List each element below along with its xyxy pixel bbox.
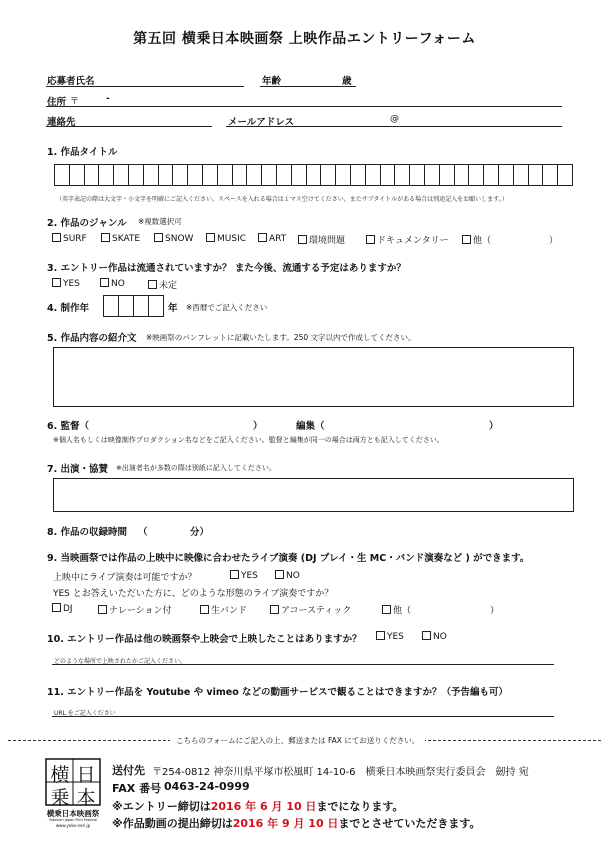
- q11-label: 11. エントリー作品を Youtube や vimeo などの動画サービスで観ることはできますか？（予告編も可）: [47, 687, 509, 698]
- live-type-acoustic[interactable]: アコースティック: [270, 603, 351, 616]
- address-label: 住所: [47, 97, 67, 108]
- logo-sub: Yokonori Japan Film Festival: [48, 818, 98, 822]
- q4-label: 4. 制作年: [47, 303, 90, 314]
- q4-unit: 年: [168, 303, 178, 314]
- q8-open: （: [138, 527, 148, 538]
- logo-url: www.yoko-nori.jp: [55, 823, 91, 828]
- screened-yes[interactable]: YES: [376, 631, 404, 642]
- email-label: メールアドレス: [228, 117, 295, 128]
- checkbox[interactable]: [101, 233, 110, 242]
- q9-sub1: 上映中にライブ演奏は可能ですか？: [53, 573, 197, 583]
- separator-text: こちらのフォームにご記入の上、郵送または FAX にてお送りください。: [170, 735, 425, 746]
- q8-label: 8. 作品の収録時間: [47, 527, 128, 538]
- logo-char-hi: 日: [76, 764, 96, 786]
- age-unit: 歳: [342, 76, 352, 87]
- q5-note: ※映画祭のパンフレットに記載いたします。250 文字以内で作成してください。: [146, 333, 416, 342]
- title-entry-grid[interactable]: [54, 164, 573, 186]
- logo-name: 横乗日本映画祭: [46, 809, 100, 818]
- q10-label: 10. エントリー作品は他の映画祭や上映会で上映したことはありますか？: [47, 634, 362, 645]
- checkbox[interactable]: [376, 631, 385, 640]
- q10-note: どのような場所で上映されたかご記入ください。: [54, 658, 187, 665]
- q1-label: 1. 作品タイトル: [47, 147, 118, 158]
- contact-label: 連絡先: [47, 117, 76, 128]
- q2-note: ※複数選択可: [138, 217, 182, 226]
- checkbox[interactable]: [366, 235, 375, 244]
- genre-snow[interactable]: SNOW: [154, 233, 193, 244]
- checkbox[interactable]: [230, 570, 239, 579]
- logo-char-hon: 本: [76, 787, 96, 809]
- q3-label: 3. エントリー作品は流通されていますか？ また今後、流通する予定はありますか？: [47, 263, 406, 274]
- q7-label: 7. 出演・協賛: [47, 464, 109, 475]
- checkbox[interactable]: [52, 603, 61, 612]
- q7-note: ※出演者名が多数の際は別紙に記入してください。: [116, 464, 276, 472]
- contact-line[interactable]: [46, 126, 212, 127]
- live-no[interactable]: NO: [275, 570, 300, 581]
- checkbox[interactable]: [52, 233, 61, 242]
- q9-label: 9. 当映画祭では作品の上映中に映像に合わせたライブ演奏 (DJ プレイ・生 MC・バンド演奏など ) ができます。: [47, 553, 530, 564]
- live-yes[interactable]: YES: [230, 570, 258, 581]
- live-type-dj[interactable]: DJ: [52, 603, 73, 614]
- checkbox[interactable]: [100, 278, 109, 287]
- q5-label: 5. 作品内容の紹介文: [47, 333, 137, 344]
- genre-other[interactable]: 他（: [462, 233, 491, 246]
- cast-textarea[interactable]: [53, 478, 574, 512]
- email-at: @: [390, 114, 399, 124]
- genre-other-close: ）: [549, 236, 559, 246]
- fax-label: FAX 番号: [112, 782, 162, 795]
- distribution-undecided[interactable]: 未定: [148, 278, 177, 291]
- entry-deadline-date: 2016 年 6 月 10 日: [210, 800, 317, 813]
- video-deadline: ※作品動画の提出締切は2016 年 9 月 10 日までとさせていただきます。: [112, 817, 481, 830]
- send-label: 送付先: [112, 764, 145, 777]
- checkbox[interactable]: [98, 605, 107, 614]
- postal-mark: 〒: [70, 97, 80, 107]
- director-label: 6. 監督（: [47, 421, 90, 432]
- fax-number: 0463-24-0999: [164, 780, 250, 793]
- live-type-other-close: ）: [490, 606, 500, 616]
- checkbox[interactable]: [200, 605, 209, 614]
- q11-note: URL をご記入ください: [54, 710, 116, 717]
- screened-where-line[interactable]: [52, 664, 554, 665]
- q1-note: （英字表記の際は大文字・小文字を明確にご記入ください。スペースを入れる場合は１マス空けてください。またサブタイトルがある場合は別途記入をお願いします。）: [56, 196, 508, 203]
- entry-deadline: ※エントリー締切は2016 年 6 月 10 日までになります。: [112, 800, 404, 813]
- screened-no[interactable]: NO: [422, 631, 447, 642]
- checkbox[interactable]: [148, 280, 157, 289]
- checkbox[interactable]: [270, 605, 279, 614]
- festival-logo: [45, 758, 101, 830]
- editor-close: ）: [489, 421, 499, 432]
- checkbox[interactable]: [382, 605, 391, 614]
- checkbox[interactable]: [422, 631, 431, 640]
- logo-char-nori: 乗: [50, 787, 70, 809]
- page-title: 第五回 横乗日本映画祭 上映作品エントリーフォーム: [133, 31, 476, 47]
- video-deadline-date: 2016 年 9 月 10 日: [232, 817, 339, 830]
- checkbox[interactable]: [52, 278, 61, 287]
- editor-label: 編集（: [296, 421, 325, 432]
- q9-sub2: YES とお答えいただいた方に、どのような形態のライブ演奏ですか？: [53, 589, 334, 599]
- address-line[interactable]: [46, 106, 562, 107]
- send-address: 〒254-0812 神奈川県平塚市松風町 14-10-6 横乗日本映画祭実行委員会 劒持 宛: [152, 767, 529, 778]
- logo-char-yoko: 横: [50, 764, 70, 786]
- checkbox[interactable]: [206, 233, 215, 242]
- genre-environment[interactable]: 環境問題: [298, 233, 345, 246]
- applicant-name-label: 応募者氏名: [47, 76, 95, 87]
- q4-note: ※西暦でご記入ください: [186, 303, 268, 312]
- postal-dash: -: [106, 94, 110, 104]
- checkbox[interactable]: [154, 233, 163, 242]
- live-type-other[interactable]: 他（: [382, 603, 411, 616]
- genre-documentary[interactable]: ドキュメンタリー: [366, 233, 449, 246]
- distribution-no[interactable]: NO: [100, 278, 125, 289]
- q8-close: 分）: [190, 527, 210, 538]
- synopsis-textarea[interactable]: [53, 347, 574, 407]
- genre-art[interactable]: ART: [258, 233, 286, 244]
- director-close: ）: [253, 421, 263, 432]
- year-entry-boxes[interactable]: [103, 295, 164, 317]
- genre-surf[interactable]: SURF: [52, 233, 87, 244]
- url-line[interactable]: [52, 716, 554, 717]
- genre-skate[interactable]: SKATE: [101, 233, 140, 244]
- email-line[interactable]: [226, 126, 562, 127]
- live-type-narration[interactable]: ナレーション付: [98, 603, 171, 616]
- checkbox[interactable]: [462, 235, 471, 244]
- age-label: 年齢: [262, 76, 282, 87]
- q2-label: 2. 作品のジャンル: [47, 218, 127, 229]
- checkbox[interactable]: [298, 235, 307, 244]
- live-type-band[interactable]: 生バンド: [200, 603, 247, 616]
- checkbox[interactable]: [258, 233, 267, 242]
- distribution-yes[interactable]: YES: [52, 278, 80, 289]
- q6-note: ※個人名もしくは映像制作プロダクション名などをご記入ください。監督と編集が同一の場合は両方とも記入してください。: [53, 436, 444, 444]
- checkbox[interactable]: [275, 570, 284, 579]
- genre-music[interactable]: MUSIC: [206, 233, 246, 244]
